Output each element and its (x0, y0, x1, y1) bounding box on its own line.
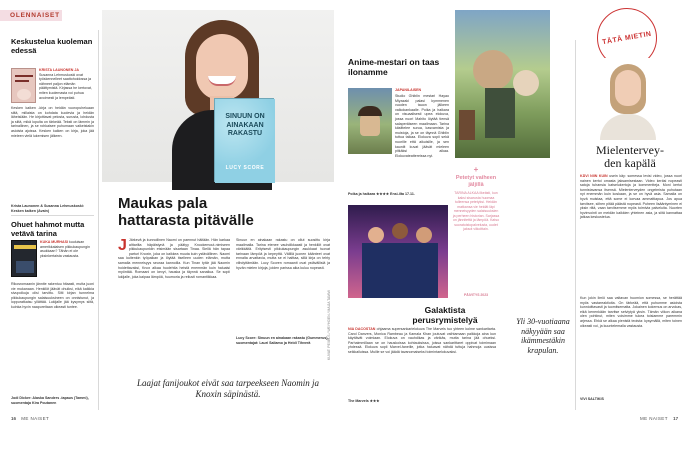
right-body-text: usein käy: somessa levisi video, jossa nuori nainen kertoi omasta jaksamisestaan. Video keräsi nopeasti satoja tuhansia katselukertoja ja kommentteja. Moni kertoi tunnistavansa itsensä. Mielenterveyden ongelmista puhutaan nyt enemmän kuin koskaan, ja se on hyvä asia. Samalla on hyvä muistaa, että some ei korvaa ammattiapua. Jos apua tarvitsee, siihen pitää päästä nopeasti. Puheen lisääntyminen ei yksin riitä, vaan tarvitsemme myös toimivia palveluita. Nuorten hyvinvointi on meidän kaikkien yhteinen asia, ja siitä kannattaa jatkaa keskustelua. (580, 174, 682, 220)
divider-left-page (98, 30, 99, 410)
article2-body: Rikosromaanin jännite rakentuu hitaasti, mutta juoni vie mukanaan. Henkilöt jäävät ohuiksi, eikä kaikkia sivupolkuja olisi tarvittu. Silti kirjan tunnelma pikkukaupungin salaisuuksineen on onnistunut, ja loppuratkaisu yllättää. Lukijalle jää kysymys siitä, kuinka hyvin naapureitaan oikeasti tuntee. (11, 282, 94, 309)
anime-lead (395, 88, 449, 93)
footer-right-page: 17 (673, 416, 679, 421)
right-pullquote: Yli 30-vuotiaana näkyyään saa ikämmestäkin krapulan. (516, 317, 570, 355)
footer-left-page: 16 (11, 416, 17, 421)
dropcap: J (118, 237, 127, 254)
center-headline (118, 195, 330, 229)
right-headline (578, 144, 682, 170)
right-headline-line2: den kapälä (604, 156, 656, 170)
right-body (580, 174, 682, 292)
stamp-text: TÄTÄ MIETIN (601, 30, 653, 46)
tip-plus-icon: + (473, 165, 479, 174)
footer-left (11, 416, 49, 421)
section-label: OLENNAISET (10, 12, 60, 19)
headline-line1: Maukas pala (118, 195, 208, 212)
book-cover-author: LUCY SCORE (225, 165, 265, 171)
anime-body: Studio Ghiblin mestari Hayao Miyazaki palasi kymmenen vuoden tauon jälkeen valkokankaalle. Poika ja haikara on visuaalisesti upea elokuva, jossa nuori Mahito löytää tiensä salaperäiseen maailmaan. Tarina käsittelee surua, kasvamista ja muistoja, ja se on täynnä Ghiblin tuttua taikaa. Elokuva sopii sekä nuorille että aikuisille, ja sen kauniit kuvat jäävät mieleen pitkäksi aikaa. Elokuvateattereissa nyt. (395, 94, 449, 158)
right-body-2: Kun jokin ilmiö saa valtavan huomion somessa, se herättää myös vastareaktioita. On tärkeää, että puhumme asioista kunnioittavasti ja tuomitsematta. Jokainen kokemus on arvokas, eikä kenenkään tarvitse selviytyä yksin. Tämän viikon aikana olen pohtinut, miten voisimme tukea toisiamme paremmin arjessa. Ehkä se alkaa pienistä teoista: kysymällä, miten toinen oikeasti voi, ja kuuntelemalla vastausta. (580, 296, 682, 328)
article1-lead (39, 68, 94, 100)
footer-right-mag: ME NAISET (640, 416, 668, 421)
article2-lead (40, 240, 94, 258)
article1-credit: Krista Launonen & Susanna Lehmuskoski: Kesken kaiken (Avain) (11, 204, 85, 213)
anime-title: Anime-mestari on taas ilonamme (348, 57, 440, 77)
anime-kicker: JAPANILAISEN (395, 88, 422, 92)
photo-credit-vertical: KUVAT: PEXELS / WEYHDEN / MAIJA TAMMI (327, 290, 331, 360)
center-body-col2 (236, 238, 330, 345)
anime-credit: Poika ja haikara ★★★★ Ensi-ilta 17.11. (348, 192, 415, 196)
article1-body: Kesken kaiken -kirja on heidän vuoropuheluaan siitä, millaista on kohdata kuolevia ja heidän läheisiään. He kirjoittavat pelosta, surusta, lohdusta ja siitä, mikä lopulta on tärkeää. Teksti on lämmin ja tarinallinen, ja se rohkaisee puhumaan vaikeistakin asioista ajoissa. Kesken kaiken on kirja, joka jää mieleen vielä lukemisen jälkeen. (11, 106, 94, 138)
tip-credit: PÄIVITYS 2023 (464, 293, 488, 297)
galaktista-title: Galaktista perusrymistelyä (412, 305, 478, 325)
center-body-col1 (118, 238, 230, 374)
book-cover-sinuun (214, 98, 274, 182)
article2-credit: Jodi Dicker: Alaska Sanders -tapaus (Tammi), suomentaja Kira Poutanen (11, 396, 89, 405)
right-signature: VIVI SALTIKIS (580, 397, 604, 401)
center-body-col2-text: Sinuun en ainakaan rakastu on ollut suosittu kirja maailmalla. Tarina etenee vauhdikkaasti ja henkilöt ovat värikkäitä. Erityisesti pikkukaupungin asukkaat tuovat tarinaan lämpöä ja kepeyttä. Välillä juonen käänteet ovat ennalta arvattavia, mutta se ei haittaa, sillä kirja on tehty viihdyttämään. Lucy Scoren romaanit ovat ystävällisiä ja hyvän mielen kirjoja, joiden parissa aika kuluu nopeasti. (236, 238, 330, 270)
left-col-divider (11, 215, 94, 216)
article2-kicker: KUKA MURHASI (40, 240, 69, 244)
book-cover-alaska-sanders (11, 240, 37, 277)
book-cover-kesken-kaiken (11, 68, 36, 103)
right-kicker: KÄVI NIIN KUIN (580, 174, 608, 178)
article2-title: Ohuet hahmot mutta vetävä tarina (11, 220, 85, 238)
divider-right-page (575, 40, 576, 410)
center-pullquote: Laajat fanijoukot eivät saa tarpeekseen Naomin ja Knoxin säpinästä. (137, 378, 319, 399)
book-cover-title: SINUUN ON AINAKAAN RAKASTU (225, 113, 265, 137)
tip-body: TARINA ALKAA ilkeästi, kun kaksi sisarusta huomaa tulleensa petetyksi. Heidän matkansa vie heidät läpi menneisyyden salaisuuksien ja perheen historian. Sarjassa on jännitettä ja lämpöä. Katso suoratoistopalvelusta, uudet jaksot viikoittain. (452, 191, 500, 231)
galaktista-body-block (348, 327, 496, 397)
article1-title: Keskustelua kuoleman edessä (11, 37, 93, 55)
anime-body-continued (348, 156, 448, 196)
footer-right (640, 416, 678, 421)
headline-line2: hattarasta pitävälle (118, 212, 254, 229)
article1-kicker: KRISTA LAUNONEN JA (39, 68, 79, 72)
tip-title: Petetyt vaiheen jäljillä (455, 175, 497, 188)
galaktista-body: ohjaama supersankarielokuva The Marvels tuo yhteen kolme sankaritarta. Carol Danvers, Monica Rambeau ja Kamala Khan joutuvat vaihtamaan paikkoja aina kun käyttävät voimiaan. Elokuva on vauhdikas ja värikäs, mutta tarina jää ohueksi. Parhaimmillaan se on hauskoissa kohtauksissa, joissa sankarittaret oppivat toimimaan yhdessä. Elokuva sopii Marvel-faneille, jotka haluavat nähdä tuttuja hahmoja uusissa seikkailuissa. Muille se voi jäädä tavanomaiseksi toimintaelokuvaksi. (348, 327, 496, 354)
article2-lead-body: kuuluisan amerikkalaisen pikkukaupungin asukkaan? Tähän ei ole yksinkertaista vastausta. (40, 240, 90, 258)
center-body-col1-text: Järkevä ja kunnollinen Naomi on paennut häitään. Hän karkaa alttarilta häpäistynä ja päätyy Knockemout-nimiseen pikkukaupunkiin etsimään sisartaan Tinaa. Siellä hän tapaa parturi Knoxin, joka on kaikkea muuta kuin ystävällinen. Naomi saa kuitenkin työpaikan ja löytää itselleen uuden elämän, mutta samalla menneisyys seuraa kannoilla. Kun Tinan tytär jää Naomin hoidettavaksi, Knox alkaa huolehtia heistä enemmän kuin haluaisi myöntää. Romaani on kevyt, hauska ja täynnä sanailua. Se sopii lukijalle, joka kaipaa lämpöä, huumoria ja reilusti romantiikkaa. (118, 238, 230, 279)
galaktista-credit: The Marvels ★★★ (348, 399, 380, 403)
anime-still (348, 88, 392, 154)
marvels-image (348, 205, 448, 298)
article1-lead-body: Susanna Lehmuskoski ovat työskennelleet saattohoidossa ja nähneet paljon elämän päättymistä. Kirjassa he kertovat, miten kuolemasta voi puhua avoimesti ja lempeästi. (39, 72, 92, 100)
anime-large-image (455, 10, 550, 158)
right-headline-line1: Mielentervey- (596, 143, 664, 157)
center-credit: Lucy Score: Sinuun en ainakaan rakastu (Gummerus), suomentajat: Lauri Saliamo ja Heidi Tihverä (236, 336, 329, 345)
left-column (11, 38, 94, 55)
footer-left-mag: ME NAISET (21, 416, 50, 421)
columnist-photo (578, 58, 678, 140)
galaktista-kicker: NIA DACOSTAN (348, 327, 376, 331)
